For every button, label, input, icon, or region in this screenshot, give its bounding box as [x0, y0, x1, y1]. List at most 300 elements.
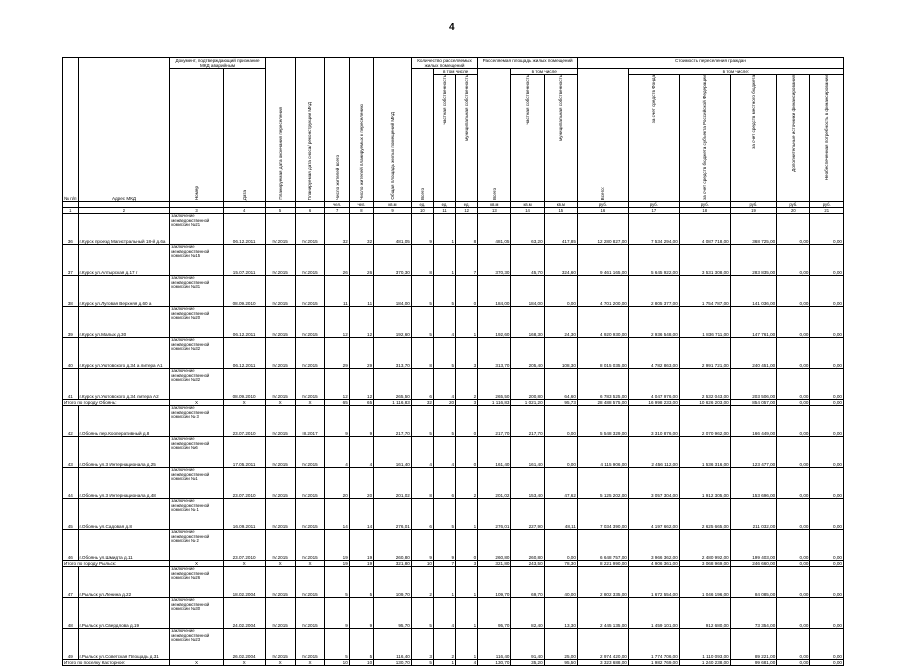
row-address: г.Обоянь ул.3 Интернационала д.25 — [78, 436, 170, 467]
subtotal-cell-c20: 0,00 — [777, 659, 810, 665]
row-cell-c11: 5 — [433, 337, 455, 368]
row-cell-c14: 82,40 — [511, 597, 544, 628]
row-cell-c9: 217,70 — [374, 405, 412, 436]
table-row — [63, 467, 844, 498]
row-cell-c10: 5 — [411, 597, 433, 628]
column-number: 6 — [295, 207, 325, 213]
row-cell-c20: 0,00 — [777, 275, 810, 306]
header-area-incl: в том числе — [511, 69, 577, 75]
row-cell-c16: 4 920 930,00 — [577, 306, 628, 337]
row-cell-c6: IV.2015 — [295, 529, 325, 560]
table-row — [63, 368, 844, 399]
row-cell-c21: 0,00 — [810, 368, 844, 399]
column-number: 3 — [170, 207, 223, 213]
table-row — [63, 213, 844, 244]
row-number: 44 — [63, 467, 79, 498]
row-cell-c7: 26 — [325, 244, 349, 275]
subtotal-cell-c13: 130,70 — [478, 659, 511, 665]
row-cell-c11: 1 — [433, 213, 455, 244]
row-cell-c8: 4 — [349, 436, 373, 467]
subtotal-cell-c19: 246 660,00 — [730, 560, 777, 566]
column-number: 15 — [544, 207, 577, 213]
row-cell-c5: IV.2015 — [265, 244, 295, 275]
subtotal-cell-c8: 19 — [349, 560, 373, 566]
row-cell-c7: 9 — [325, 597, 349, 628]
column-number: 21 — [810, 207, 844, 213]
row-address: г.Курск ул.Луговая Верхняя д.60 а — [78, 275, 170, 306]
subtotal-cell-c20: 0,00 — [777, 399, 810, 405]
row-document: заключение межведомственной комиссии №23 — [170, 628, 223, 659]
subtotal-cell-c6: X — [295, 659, 325, 665]
row-cell-c8: 9 — [349, 597, 373, 628]
table-row — [63, 566, 844, 597]
row-cell-c11: 4 — [433, 436, 455, 467]
row-cell-c17: 3 966 362,00 — [628, 529, 679, 560]
row-cell-c16: 8 015 035,00 — [577, 337, 628, 368]
row-cell-c11: 5 — [433, 498, 455, 529]
row-cell-c15: 0,00 — [544, 275, 577, 306]
row-cell-c9: 276,01 — [374, 498, 412, 529]
subtotal-cell-c5: X — [265, 399, 295, 405]
row-number: 43 — [63, 436, 79, 467]
row-cell-c18: 1 046 196,00 — [679, 566, 730, 597]
row-cell-c13: 370,30 — [478, 244, 511, 275]
row-cell-c11: 4 — [433, 368, 455, 399]
row-cell-c11: 2 — [433, 628, 455, 659]
row-date: 08.09.2010 — [223, 275, 265, 306]
row-cell-c13: 201,02 — [478, 467, 511, 498]
unit-cell: чел. — [325, 201, 349, 207]
row-cell-c10: 8 — [411, 467, 433, 498]
row-cell-c17: 4 782 863,00 — [628, 337, 679, 368]
column-number: 8 — [349, 207, 373, 213]
row-cell-c5: IV.2015 — [265, 467, 295, 498]
unit-cell: кв.м — [478, 201, 511, 207]
row-number: 36 — [63, 213, 79, 244]
column-number: 12 — [456, 207, 478, 213]
subtotal-cell-c6: X — [295, 560, 325, 566]
header-doc-date: Дата — [223, 69, 265, 202]
row-cell-c15: 108,30 — [544, 337, 577, 368]
row-cell-c16: 4 701 200,00 — [577, 275, 628, 306]
row-cell-c8: 32 — [349, 213, 373, 244]
row-cell-c16: 7 034 390,00 — [577, 498, 628, 529]
row-cell-c13: 184,00 — [478, 275, 511, 306]
row-cell-c13: 116,40 — [478, 628, 511, 659]
row-cell-c18: 1 536 316,00 — [679, 436, 730, 467]
row-cell-c9: 192,60 — [374, 306, 412, 337]
unit-cell: руб. — [777, 201, 810, 207]
row-cell-c10: 4 — [411, 436, 433, 467]
subtotal-cell-c17: 4 906 361,00 — [628, 560, 679, 566]
unit-cell: чел. — [349, 201, 373, 207]
row-date: 17.05.2011 — [223, 436, 265, 467]
row-cell-c5: IV.2015 — [265, 275, 295, 306]
row-number: 40 — [63, 337, 79, 368]
subtotal-cell-c9: 130,70 — [374, 659, 412, 665]
row-date: 15.07.2011 — [223, 244, 265, 275]
row-cell-c10: 5 — [411, 306, 433, 337]
row-cell-c18: 3 531 308,00 — [679, 244, 730, 275]
unit-cell: ед. — [456, 201, 478, 207]
row-document: заключение межведомственной комиссии №21 — [170, 213, 223, 244]
row-cell-c15: 417,85 — [544, 213, 577, 244]
table-row — [63, 436, 844, 467]
row-document: заключение межведомственной комиссии №32 — [170, 368, 223, 399]
row-cell-c9: 265,50 — [374, 368, 412, 399]
row-cell-c12: 0 — [456, 436, 478, 467]
row-cell-c9: 481,05 — [374, 213, 412, 244]
row-cell-c20: 0,00 — [777, 405, 810, 436]
header-qty-incl: в том числе — [433, 69, 477, 75]
row-cell-c11: 1 — [433, 566, 455, 597]
subtotal-cell-c19: 854 057,00 — [730, 399, 777, 405]
row-cell-c16: 5 125 202,00 — [577, 467, 628, 498]
row-cell-c18: 1 836 711,00 — [679, 306, 730, 337]
row-cell-c16: 12 280 827,00 — [577, 213, 628, 244]
subtotal-cell-c20: 0,00 — [777, 560, 810, 566]
subtotal-cell-c12: 4 — [456, 659, 478, 665]
header-number: № п/п — [63, 58, 79, 202]
row-cell-c8: 29 — [349, 337, 373, 368]
row-cell-c5: IV.2015 — [265, 337, 295, 368]
subtotal-cell-c14: 1 021,20 — [511, 399, 544, 405]
row-document: заключение межведомственной комиссии №6 — [170, 436, 223, 467]
row-cell-c21: 0,00 — [810, 467, 844, 498]
subtotal-cell-c8: 65 — [349, 399, 373, 405]
header-cost-fund: за счет средств Фонда — [628, 75, 679, 202]
row-cell-c10: 9 — [411, 213, 433, 244]
row-cell-c16: 5 548 329,00 — [577, 405, 628, 436]
row-cell-c11: 4 — [433, 597, 455, 628]
header-document-group: Документ, подтверждающий признание МКД аварийным — [170, 58, 265, 69]
row-cell-c19: 199 403,00 — [730, 529, 777, 560]
column-number: 10 — [411, 207, 433, 213]
header-plan-demolish: Планируемая дата сноса/ реконструкции МКД — [295, 58, 325, 202]
row-document: заключение межведомственной комиссии №31 — [170, 275, 223, 306]
row-cell-c12: 2 — [456, 467, 478, 498]
row-cell-c11: 1 — [433, 244, 455, 275]
row-cell-c8: 12 — [349, 368, 373, 399]
row-cell-c14: 260,80 — [511, 529, 544, 560]
unit-cell: руб. — [810, 201, 844, 207]
row-number: 37 — [63, 244, 79, 275]
row-cell-c14: 217,70 — [511, 405, 544, 436]
unit-cell: кв.м — [374, 201, 412, 207]
row-cell-c20: 0,00 — [777, 436, 810, 467]
row-cell-c8: 14 — [349, 498, 373, 529]
subtotal-cell-c21: 0,00 — [810, 659, 844, 665]
row-cell-c10: 5 — [411, 275, 433, 306]
row-cell-c9: 313,70 — [374, 337, 412, 368]
row-cell-c11: 5 — [433, 275, 455, 306]
row-cell-c17: 7 534 294,00 — [628, 213, 679, 244]
header-address: Адрес МКД — [78, 58, 170, 202]
row-cell-c8: 19 — [349, 529, 373, 560]
row-cell-c6: IV.2015 — [295, 337, 325, 368]
row-cell-c13: 265,50 — [478, 368, 511, 399]
row-cell-c13: 260,80 — [478, 529, 511, 560]
subtotal-cell-c21: 0,00 — [810, 399, 844, 405]
row-number: 49 — [63, 628, 79, 659]
row-cell-c14: 184,00 — [511, 275, 544, 306]
row-cell-c8: 11 — [349, 275, 373, 306]
subtotal-cell-c18: 3 068 969,00 — [679, 560, 730, 566]
row-cell-c14: 168,30 — [511, 306, 544, 337]
row-cell-c21: 0,00 — [810, 498, 844, 529]
row-cell-c12: 3 — [456, 337, 478, 368]
row-cell-c15: 0,00 — [544, 405, 577, 436]
row-cell-c21: 0,00 — [810, 337, 844, 368]
row-date: 06.12.2011 — [223, 337, 265, 368]
row-cell-c19: 211 032,00 — [730, 498, 777, 529]
row-cell-c12: 1 — [456, 566, 478, 597]
subtotal-cell-c4: X — [223, 659, 265, 665]
row-cell-c21: 0,00 — [810, 405, 844, 436]
row-number: 47 — [63, 566, 79, 597]
row-cell-c19: 147 761,00 — [730, 306, 777, 337]
header-cost-incl: в том числе: — [628, 69, 843, 75]
row-cell-c19: 73 354,00 — [730, 597, 777, 628]
row-cell-c18: 912 680,00 — [679, 597, 730, 628]
row-cell-c19: 123 477,00 — [730, 436, 777, 467]
subtotal-cell-c10: 10 — [411, 560, 433, 566]
resettlement-register-table — [62, 57, 844, 666]
row-cell-c7: 19 — [325, 529, 349, 560]
row-date: 18.02.2004 — [223, 566, 265, 597]
row-cell-c7: 5 — [325, 566, 349, 597]
subtotal-cell-c16: 3 323 688,00 — [577, 659, 628, 665]
row-cell-c12: 2 — [456, 368, 478, 399]
subtotal-cell-c13: 1 116,83 — [478, 399, 511, 405]
row-cell-c15: 47,62 — [544, 467, 577, 498]
table-row — [63, 529, 844, 560]
row-document: заключение межведомственной комиссии № 2 — [170, 529, 223, 560]
row-cell-c17: 2 456 112,00 — [628, 436, 679, 467]
row-cell-c21: 0,00 — [810, 529, 844, 560]
row-cell-c13: 95,70 — [478, 597, 511, 628]
row-cell-c21: 0,00 — [810, 213, 844, 244]
row-cell-c13: 481,05 — [478, 213, 511, 244]
row-cell-c17: 4 047 976,00 — [628, 368, 679, 399]
subtotal-label: Итого по городу Рыльск: — [63, 560, 170, 566]
subtotal-cell-c11: 20 — [433, 399, 455, 405]
subtotal-cell-c21: 0,00 — [810, 560, 844, 566]
row-cell-c13: 276,01 — [478, 498, 511, 529]
row-cell-c6: IV.2015 — [295, 566, 325, 597]
row-document: заключение межведомственной комиссии №32 — [170, 337, 223, 368]
row-address: г.Курск ул.Малых д.30 — [78, 306, 170, 337]
subtotal-cell-c15: 95,73 — [544, 399, 577, 405]
row-address: г.Обоянь пер.Кооперативный д.8 — [78, 405, 170, 436]
row-cell-c18: 2 532 043,00 — [679, 368, 730, 399]
unit-cell: руб. — [577, 201, 628, 207]
header-cost-unsecured: Необеспеченная потребность в финансировании — [810, 75, 844, 202]
row-cell-c21: 0,00 — [810, 597, 844, 628]
header-cost-extra: Дополнительные источники финансирования — [777, 75, 810, 202]
row-cell-c9: 260,80 — [374, 529, 412, 560]
table-row — [63, 405, 844, 436]
row-cell-c10: 9 — [411, 529, 433, 560]
row-cell-c7: 20 — [325, 467, 349, 498]
column-number: 4 — [223, 207, 265, 213]
row-cell-c6: IV.2015 — [295, 498, 325, 529]
row-cell-c19: 166 449,00 — [730, 405, 777, 436]
table-row — [63, 628, 844, 659]
subtotal-cell-c5: X — [265, 659, 295, 665]
row-cell-c20: 0,00 — [777, 467, 810, 498]
subtotal-cell-c3: X — [170, 659, 223, 665]
subtotal-cell-c18: 10 626 203,00 — [679, 399, 730, 405]
subtotal-cell-c14: 35,20 — [511, 659, 544, 665]
row-cell-c12: 0 — [456, 275, 478, 306]
row-address: г.Курск ул.Уютовского д.34 а литера А1 — [78, 337, 170, 368]
subtotal-cell-c15: 95,50 — [544, 659, 577, 665]
subtotal-cell-c15: 78,30 — [544, 560, 577, 566]
row-cell-c10: 2 — [411, 566, 433, 597]
row-cell-c6: III.2017 — [295, 405, 325, 436]
row-cell-c12: 1 — [456, 597, 478, 628]
row-cell-c9: 201,02 — [374, 467, 412, 498]
row-cell-c15: 48,11 — [544, 498, 577, 529]
row-cell-c16: 2 802 335,00 — [577, 566, 628, 597]
row-cell-c17: 3 057 304,00 — [628, 467, 679, 498]
row-cell-c8: 12 — [349, 306, 373, 337]
row-cell-c10: 5 — [411, 405, 433, 436]
row-cell-c19: 84 085,00 — [730, 566, 777, 597]
table-row — [63, 498, 844, 529]
row-cell-c14: 205,40 — [511, 337, 544, 368]
row-cell-c19: 153 696,00 — [730, 467, 777, 498]
row-cell-c6: IV.2015 — [295, 467, 325, 498]
header-area-group: Расселяемая площадь жилых помещений — [478, 58, 578, 69]
table-row — [63, 306, 844, 337]
row-date: 26.02.2004 — [223, 628, 265, 659]
row-cell-c20: 0,00 — [777, 306, 810, 337]
row-cell-c5: IV.2015 — [265, 529, 295, 560]
row-cell-c17: 4 197 662,00 — [628, 498, 679, 529]
row-cell-c20: 0,00 — [777, 628, 810, 659]
subtotal-cell-c4: X — [223, 560, 265, 566]
row-cell-c7: 4 — [325, 436, 349, 467]
page-number: 4 — [449, 22, 455, 33]
column-number: 20 — [777, 207, 810, 213]
row-cell-c20: 0,00 — [777, 597, 810, 628]
row-number: 46 — [63, 529, 79, 560]
row-cell-c10: 6 — [411, 368, 433, 399]
column-number: 16 — [577, 207, 628, 213]
row-document: заключение межведомственной комиссии №30 — [170, 597, 223, 628]
row-cell-c13: 109,70 — [478, 566, 511, 597]
row-cell-c18: 2 625 665,00 — [679, 498, 730, 529]
subtotal-cell-c13: 321,80 — [478, 560, 511, 566]
row-cell-c10: 8 — [411, 244, 433, 275]
row-cell-c21: 0,00 — [810, 628, 844, 659]
column-number: 13 — [478, 207, 511, 213]
row-cell-c9: 184,00 — [374, 275, 412, 306]
header-doc-name: Номер — [170, 69, 223, 202]
column-number: 11 — [433, 207, 455, 213]
subtotal-cell-c17: 16 998 233,00 — [628, 399, 679, 405]
unit-cell: руб. — [628, 201, 679, 207]
subtotal-cell-c8: 10 — [349, 659, 373, 665]
row-cell-c18: 1 110 093,00 — [679, 628, 730, 659]
row-date: 06.12.2011 — [223, 306, 265, 337]
column-number: 9 — [374, 207, 412, 213]
header-cost-total: Всего: — [577, 69, 628, 202]
row-cell-c9: 370,30 — [374, 244, 412, 275]
row-cell-c7: 5 — [325, 628, 349, 659]
row-cell-c6: IV.2015 — [295, 244, 325, 275]
subtotal-cell-c9: 321,80 — [374, 560, 412, 566]
row-cell-c18: 1 754 787,00 — [679, 275, 730, 306]
subtotal-cell-c5: X — [265, 560, 295, 566]
row-cell-c16: 6 783 525,00 — [577, 368, 628, 399]
row-cell-c15: 324,60 — [544, 244, 577, 275]
row-date: 23.07.2010 — [223, 467, 265, 498]
row-cell-c5: IV.2015 — [265, 213, 295, 244]
subtotal-cell-c4: X — [223, 399, 265, 405]
row-cell-c12: 1 — [456, 306, 478, 337]
row-cell-c18: 2 991 721,00 — [679, 337, 730, 368]
subtotal-cell-c9: 1 116,83 — [374, 399, 412, 405]
row-cell-c5: IV.2015 — [265, 498, 295, 529]
row-date: 23.07.2010 — [223, 529, 265, 560]
row-cell-c21: 0,00 — [810, 566, 844, 597]
row-date: 23.07.2010 — [223, 405, 265, 436]
row-cell-c12: 0 — [456, 529, 478, 560]
row-address: г.Обоянь ул.Шмидта д.11 — [78, 529, 170, 560]
header-residents-total: Число жителей всего — [325, 58, 349, 202]
row-cell-c5: IV.2015 — [265, 628, 295, 659]
row-cell-c8: 5 — [349, 628, 373, 659]
row-cell-c13: 161,40 — [478, 436, 511, 467]
row-cell-c7: 11 — [325, 275, 349, 306]
row-cell-c7: 32 — [325, 213, 349, 244]
column-number: 5 — [265, 207, 295, 213]
subtotal-cell-c7: 19 — [325, 560, 349, 566]
column-number: 18 — [679, 207, 730, 213]
row-cell-c15: 0,00 — [544, 529, 577, 560]
row-cell-c11: 4 — [433, 306, 455, 337]
header-area-total: Общая площадь жилых помещений МКД — [374, 58, 412, 202]
row-cell-c20: 0,00 — [777, 529, 810, 560]
row-cell-c9: 116,40 — [374, 628, 412, 659]
row-cell-c7: 9 — [325, 405, 349, 436]
header-area-municipal: муниципальная собственность — [544, 75, 577, 202]
header-qty-total: Всего — [411, 69, 433, 202]
row-cell-c6: IV.2015 — [295, 597, 325, 628]
row-document: заключение межведомственной комиссии № 3 — [170, 405, 223, 436]
subtotal-cell-c12: 3 — [456, 560, 478, 566]
row-cell-c12: 8 — [456, 213, 478, 244]
row-cell-c12: 7 — [456, 244, 478, 275]
column-number: 7 — [325, 207, 349, 213]
row-cell-c21: 0,00 — [810, 436, 844, 467]
unit-cell: ед. — [411, 201, 433, 207]
subtotal-label: Итого по городу Обоянь: — [63, 399, 170, 405]
row-cell-c7: 29 — [325, 337, 349, 368]
subtotal-cell-c3: X — [170, 399, 223, 405]
row-cell-c20: 0,00 — [777, 337, 810, 368]
row-cell-c5: IV.2015 — [265, 566, 295, 597]
row-cell-c15: 40,00 — [544, 566, 577, 597]
row-cell-c19: 283 835,00 — [730, 244, 777, 275]
row-cell-c8: 9 — [349, 405, 373, 436]
row-cell-c14: 91,40 — [511, 628, 544, 659]
row-cell-c7: 14 — [325, 498, 349, 529]
header-cost-region: за счет средств бюджета субъекта Российской Федерации — [679, 75, 730, 202]
